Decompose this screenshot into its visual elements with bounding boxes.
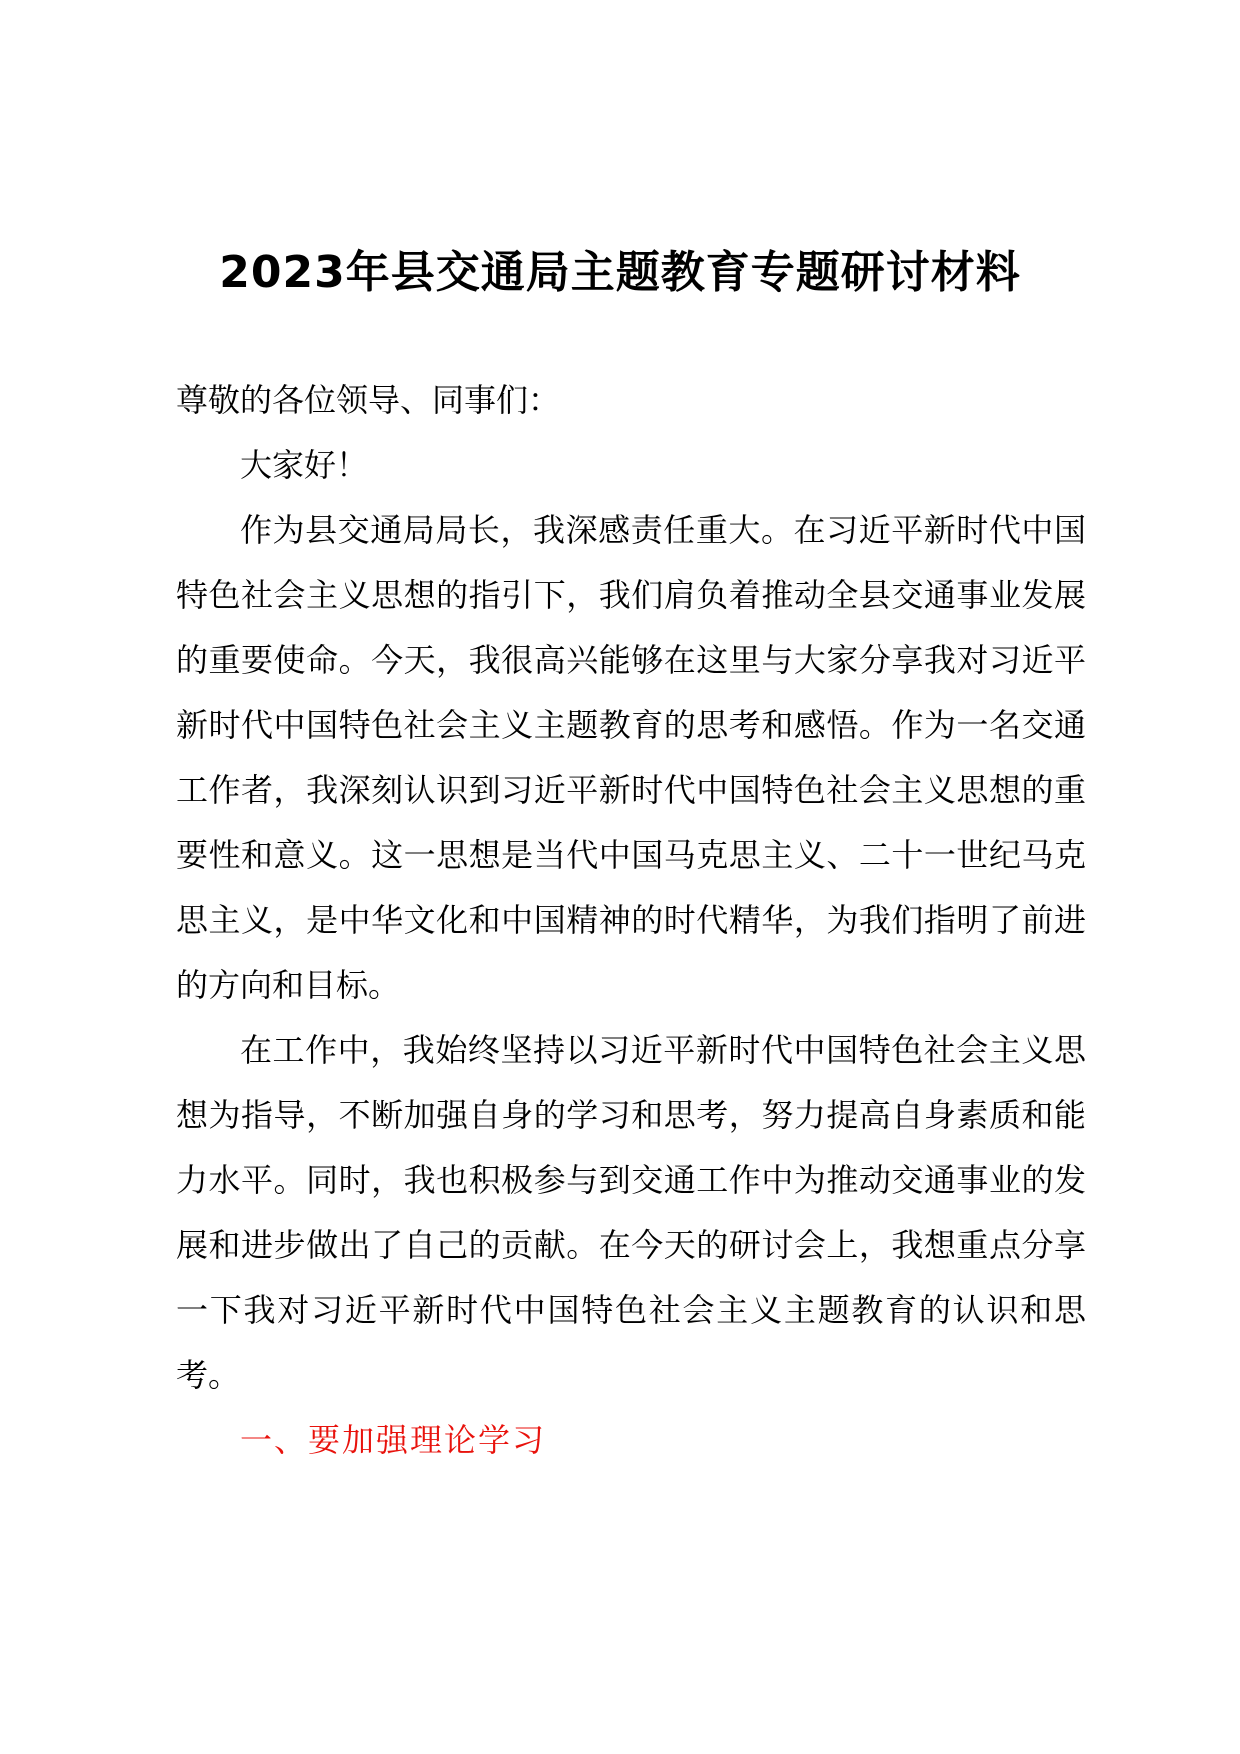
document-body (176, 368, 1086, 1473)
salutation: 尊敬的各位领导、同事们： (176, 381, 561, 419)
greeting: 大家好！ (240, 446, 369, 484)
body-paragraph-1: 作为县交通局局长，我深感责任重大。在习近平新时代中国特色社会主义思想的指引下，我们肩负着推动全县交通事业发展的重要使命。今天，我很高兴能够在这里与大家分享我对习近平新时代中国特色社会主义主题教育的思考和感悟。作为一名交通工作者，我深刻认识到习近平新时代中国特色社会主义思想的重要性和意义。这一思想是当代中国马克思主义、二十一世纪马克思主义，是中华文化和中国精神的时代精华，为我们指明了前进的方向和目标。 (176, 511, 1086, 1004)
section-heading: 一、要加强理论学习 (240, 1421, 547, 1459)
body-paragraph-2: 在工作中，我始终坚持以习近平新时代中国特色社会主义思想为指导，不断加强自身的学习和思考，努力提高自身素质和能力水平。同时，我也积极参与到交通工作中为推动交通事业的发展和进步做出了自己的贡献。在今天的研讨会上，我想重点分享一下我对习近平新时代中国特色社会主义主题教育的认识和思考。 (176, 1031, 1086, 1394)
document-title: 2023年县交通局主题教育专题研讨材料 (219, 247, 1021, 298)
